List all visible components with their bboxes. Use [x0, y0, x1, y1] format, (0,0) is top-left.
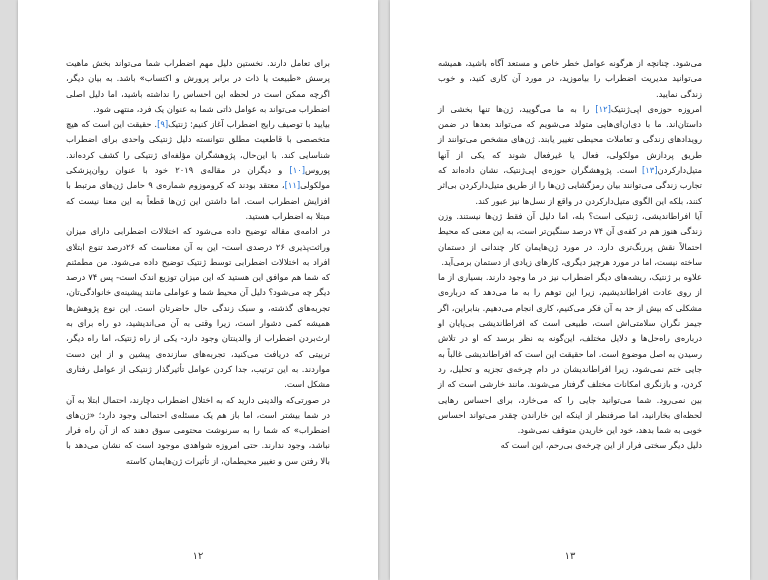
text-run: در صورتی‌که والدینی دارید که به اختلال اضطراب دچارند، احتمال ابتلا به آن در شما بیشتر است، اما باز هم یک مسئله‌ی احتمالی وجود دارد؛ «ژن‌های اضطراب» که شما را به سرنوشت محتومی سوق دهند که از آن راه فرار نباشد، وجود ندارند. حتی امروزه شواهدی موجود است که نشان می‌دهد با بالا رفتن سن و تغییر محیطمان، از تأثیرات ژن‌هایمان کاسته [66, 394, 330, 466]
paragraph [66, 56, 330, 117]
text-run: و دیگران در مقاله‌ی ۲۰۱۹ خود با عنوان روان‌پزشکی مولکولی [66, 165, 330, 191]
text-run: امروزه حوزه‌ی اپی‌ژنتیک [610, 103, 702, 114]
text-run: دلیل دیگر سختی فرار از این چرخه‌ی بی‌رحم، این است که [500, 440, 702, 451]
paragraph [66, 117, 330, 224]
paragraph [438, 56, 702, 102]
text-run: بیایید با توصیف رایج اضطراب آغاز کنیم: ژنتیک [168, 119, 331, 130]
footnote-reference[interactable]: [۱۱] [284, 180, 301, 191]
left-page-text [66, 56, 330, 469]
text-run: ، معتقد بودند که کروموزوم شماره‌ی ۹ حامل ژن‌های مرتبط با افزایش اضطراب است. اما داشتن این ژن‌ها قطعاً به این معنا نیست که مبتلا به اضطراب هستید. [66, 180, 330, 221]
text-run: است. پژوهشگران حوزه‌ی اپی‌ژنتیک، نشان داده‌اند که تجارب زندگی می‌توانند بیان رمزگشایی ژن‌ها را از طریق متیل‌دارکردن بی‌اثر کنند، بلکه این الگوی متیل‌دارکردن در واقع از نسل‌ها نیز عبور کند. [438, 165, 702, 206]
paragraph [66, 393, 330, 469]
text-run: آیا افراطاندیشی، ژنتیکی است؟ بله، اما دلیل آن فقط ژن‌ها نیستند. وزن زندگی هنوز هم در کفه‌ی آن ۷۴ درصد سنگین‌تر است، به این معنی که محیط احتمالاً نقش پررنگ‌تری دارد. در مورد ژن‌هایمان کار چندانی از دستمان ساخته نیست، اما در مورد هرچیز دیگری، کارهای زیادی از دستمان برمی‌آید. [438, 210, 702, 267]
paragraph [438, 270, 702, 438]
right-page-text [438, 56, 702, 454]
paragraph [438, 209, 702, 270]
text-run: برای تعامل دارند. نخستین دلیل مهم اضطراب شما می‌تواند بخش ماهیت پرسش «طبیعت یا ذات در برابر پرورش و اکتساب» باشد. به بیان دیگر، اگرچه ممکن است در لحظه این احساس را نداشته باشید، اما دلیل اصلی اضطراب می‌تواند به عوامل ذاتی شما به عنوان یک فرد، منتهی شود. [66, 58, 330, 114]
paragraph [66, 224, 330, 392]
footnote-reference[interactable]: [۱۰] [289, 165, 306, 176]
footnote-reference[interactable]: [۹] [157, 119, 169, 130]
left-page-number: ۱۲ [192, 551, 204, 562]
text-run: علاوه بر ژنتیک، ریشه‌های دیگر اضطراب نیز در ما وجود دارند. بسیاری از ما از روی عادت افراطاندیشیم، زیرا این توهم را به ما می‌دهد که درباره‌ی مشکلی که بیش از حد به آن فکر می‌کنیم، کاری انجام می‌دهیم. بنابراین، اگر جیمز نگران سلامتی‌اش است، طبیعی است که افراطاندیشی بی‌پایان او درباره‌ی راه‌حل‌ها و دلایل مختلف، این‌گونه به نظر برسد که او در تلاش رسیدن به اصل موضوع است. اما حقیقت این است که افراطاندیشی غالباً به جایی ختم نمی‌شود، زیرا افراطاندیشان در دام چرخه‌ی تجزیه و تحلیل، رد کردن، و بازنگری امکانات مختلف گرفتار می‌شوند. مانند خارشی است که از بین نمی‌رود. شما می‌توانید جایی را که می‌خارد، برای احساس رهایی لحظه‌ای بخارانید، اما صرفنظر از اینکه این خاراندن چقدر می‌تواند احساس خوبی به شما بدهد، خود این خاریدن متوقف نمی‌شود. [438, 272, 702, 436]
right-page [390, 0, 750, 580]
right-page-number: ۱۳ [564, 551, 576, 562]
footnote-reference[interactable]: [۱۲] [595, 103, 611, 114]
paragraph [438, 102, 702, 209]
text-run: می‌شود. چنانچه از هرگونه عوامل خطر خاص و مستعد آگاه باشید، همیشه می‌توانید مدیریت اضطراب را بیاموزید، در مورد آن کاری کنید، و خوب زندگی نمایید. [438, 58, 702, 99]
text-run: . حقیقت این است که هیچ متخصصی با قاطعیت مطلق نتوانسته دلیل ژنتیکی واحدی برای اضطراب شناسایی کند. با این‌حال، پژوهشگران مؤلفه‌ای ژنتیکی را کشف کرده‌اند. پوروس [66, 119, 330, 176]
footnote-reference[interactable]: [۱۳] [641, 165, 658, 176]
text-run: در ادامه‌ی مقاله توضیح داده می‌شود که اختلالات اضطرابی دارای میزان وراثت‌پذیری ۲۶ درصدی است- این به آن معناست که ۲۶درصد تنوع ابتلای افراد به اختلالات اضطرابی توسط ژنتیک توضیح داده می‌شود. من مطمئنم که شما هم موافق این هستید که این میزان توزیع اندک است- پس ۷۴ درصد دیگر چه می‌شود؟ دلیل آن محیط شما و عواملی مانند پیشینه‌ی خانوادگی‌تان، تجربه‌های گذشته، و سبک زندگی حال حاضرتان است. این نوع پژوهش‌ها همیشه کمی دشوار است، زیرا وقتی به آن می‌اندیشید، دو راه برای به ارث‌بردن اضطراب از والدینتان وجود دارد- یکی از راه ژنتیک، اما راه دیگر، تربیتی که دریافت می‌کنید، تجربه‌های سازنده‌ی پیشین و از این دست مواردند. به این ترتیب، جدا کردن عوامل تأثیرگذار ژنتیکی از عوامل رفتاری مشکل است. [66, 226, 330, 390]
text-run: را به ما می‌گویید، ژن‌ها تنها بخشی از داستان‌اند. ما با دی‌ان‌ای‌هایی متولد می‌شویم که می‌تواند بعدها در ضمن رویدادهای زندگی و تعاملات محیطی تغییر یابند. ژن‌های مشخص می‌توانند از طریق پردازش مولکولی، فعال یا غیرفعال شوند که یکی از آنها متیل‌دارکردن [438, 103, 702, 176]
left-page [18, 0, 378, 580]
paragraph [438, 438, 702, 453]
